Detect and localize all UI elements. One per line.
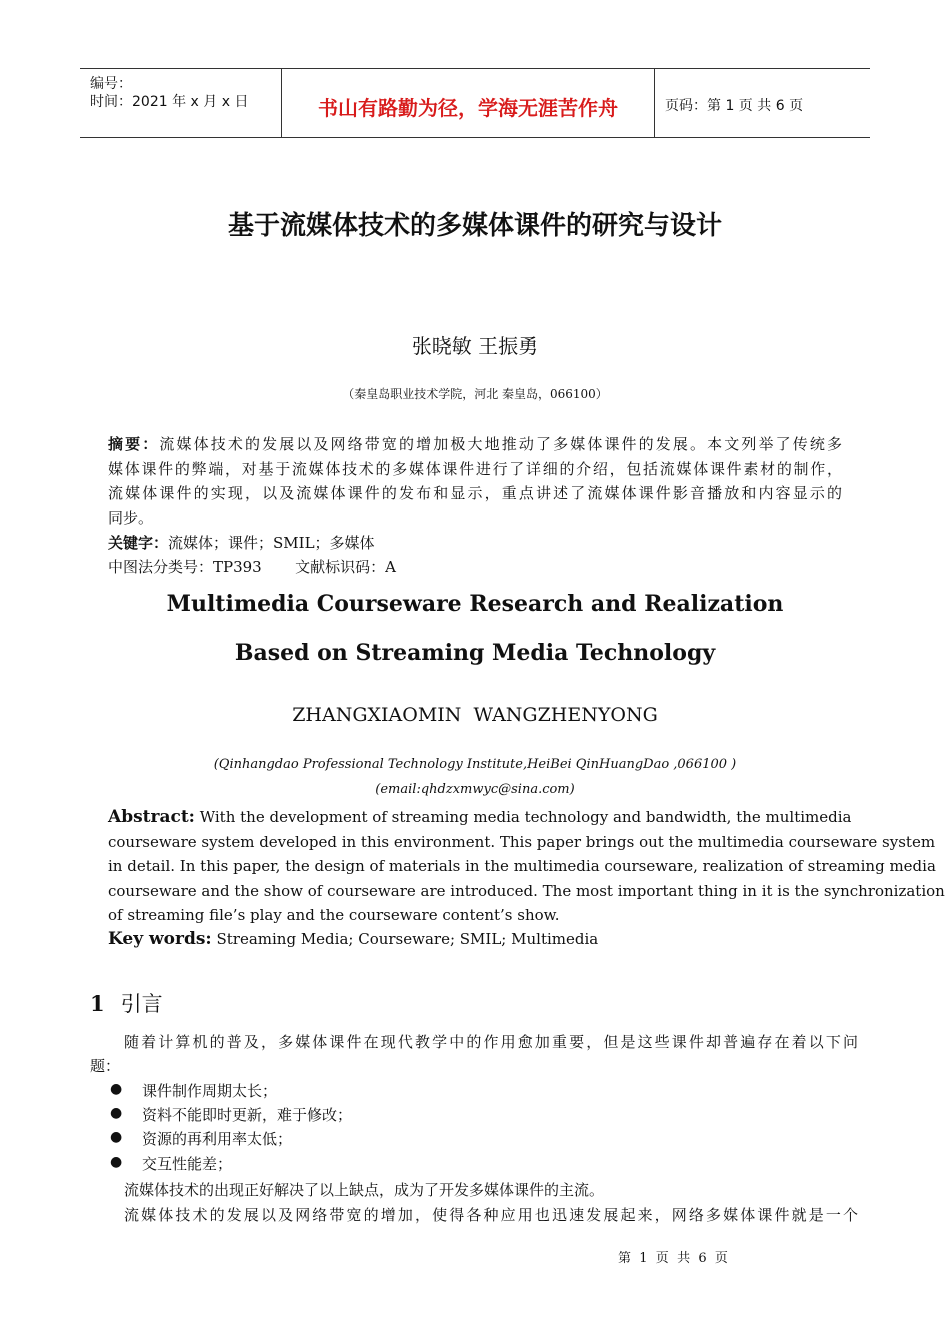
abstract-cn-line-1: 摘要：流媒体技术的发展以及网络带宽的增加极大地推动了多媒体课件的发展。本文列举了传统多 <box>108 435 842 453</box>
keywords-en-text: Streaming Media; Courseware; SMIL; Multimedia <box>216 930 599 948</box>
paper-title-en-line-1: Multimedia Courseware Research and Realization <box>166 591 784 617</box>
keywords-cn <box>108 532 375 553</box>
abstract-en-label: Abstract: <box>108 807 195 827</box>
section-1-number: 1 <box>90 991 105 1016</box>
header-page-cell <box>655 69 870 137</box>
section-1-para-2: 流媒体技术的出现正好解决了以上缺点，成为了开发多媒体课件的主流。 <box>124 1181 605 1199</box>
abstract-en <box>108 805 945 928</box>
abstract-cn-line-4: 同步。 <box>108 508 154 527</box>
bullet-dot-icon: ● <box>110 1129 123 1145</box>
header-motto: 书山有路勤为径，学海无涯苦作舟 <box>318 96 618 120</box>
keywords-cn-text: 流媒体；课件；SMIL；多媒体 <box>168 534 375 552</box>
bullet-item-1: 课件制作周期太长； <box>142 1082 278 1100</box>
keywords-en-label: Key words: <box>108 929 212 949</box>
paper-title-en-line-2: Based on Streaming Media Technology <box>234 640 716 666</box>
header-motto-cell <box>282 69 655 137</box>
abstract-cn-label: 摘要： <box>108 435 160 453</box>
paper-title-cn: 基于流媒体技术的多媒体课件的研究与设计 <box>227 211 722 241</box>
header-page-label: 页码：第 1 页 共 6 页 <box>665 98 804 114</box>
doc-code-label: 编号： <box>90 76 132 92</box>
section-1-intro-line-2: 题： <box>90 1057 121 1075</box>
bullet-dot-icon: ● <box>110 1105 123 1121</box>
email-line: (email:qhdzxmwyc@sina.com) <box>375 782 575 797</box>
section-1-heading <box>90 988 163 1018</box>
abstract-en-line-1: Abstract: With the development of streaming media technology and bandwidth, the multimedia <box>108 807 852 827</box>
affiliation-en: (Qinhangdao Professional Technology Institute,HeiBei QinHuangDao ,066100 ) <box>213 757 737 772</box>
bullet-item-2: 资料不能即时更新，难于修改； <box>142 1106 353 1124</box>
bullet-dot-icon: ● <box>110 1154 123 1170</box>
doc-time-label: 时间：2021 年 x 月 x 日 <box>90 94 249 110</box>
classification-line: 中图法分类号：TP393 文献标识码：A <box>108 558 396 576</box>
abstract-en-line-3: in detail. In this paper, the design of materials in the multimedia courseware, realization of streaming media <box>108 857 936 876</box>
section-1-para-3: 流媒体技术的发展以及网络带宽的增加，使得各种应用也迅速发展起来，网络多媒体课件就是一个 <box>124 1206 858 1224</box>
section-1-intro <box>90 1030 858 1078</box>
header-table <box>80 68 870 138</box>
bullet-item-4: 交互性能差； <box>142 1155 233 1173</box>
authors-en: ZHANGXIAOMIN WANGZHENYONG <box>292 704 658 726</box>
section-1-title: 引言 <box>120 992 163 1016</box>
abstract-en-line-2: courseware system developed in this environment. This paper brings out the multimedia courseware system <box>108 832 936 851</box>
keywords-cn-label: 关键字： <box>108 534 169 552</box>
abstract-en-line-5: of streaming file’s play and the courseware content’s show. <box>108 906 560 925</box>
bullet-dot-icon: ● <box>110 1081 123 1097</box>
section-1-intro-line-1: 随着计算机的普及，多媒体课件在现代教学中的作用愈加重要，但是这些课件却普遍存在着以下问 <box>124 1033 858 1051</box>
abstract-cn-line-3: 流媒体课件的实现，以及流媒体课件的发布和显示，重点讲述了流媒体课件影音播放和内容显示的 <box>108 484 842 502</box>
abstract-cn-line-2: 媒体课件的弊端，对基于流媒体技术的多媒体课件进行了详细的介绍，包括流媒体课件素材的制作， <box>108 459 842 478</box>
abstract-en-line-4: courseware and the show of courseware are introduced. The most important thing in it is the synchronization <box>108 881 945 900</box>
keywords-en <box>108 929 598 949</box>
affiliation-cn: （秦皇岛职业技术学院，河北 秦皇岛，066100） <box>342 387 608 401</box>
bullet-item-3: 资源的再利用率太低； <box>142 1130 293 1148</box>
footer-page-number: 第 1 页 共 6 页 <box>618 1251 728 1266</box>
header-info-cell <box>80 69 282 137</box>
abstract-cn <box>108 432 842 530</box>
authors-cn: 张晓敏 王振勇 <box>411 334 539 358</box>
